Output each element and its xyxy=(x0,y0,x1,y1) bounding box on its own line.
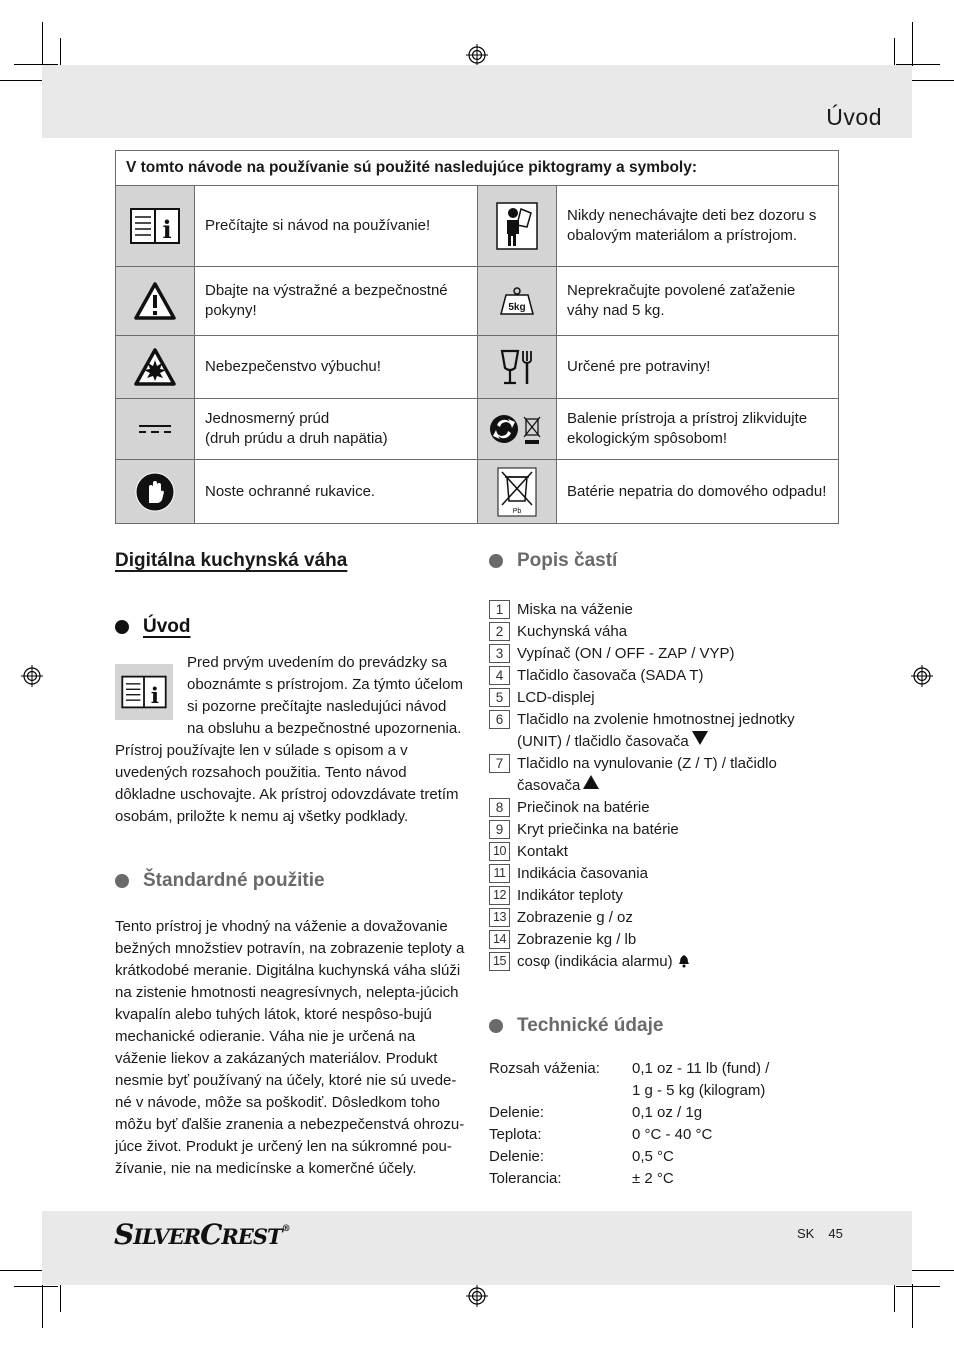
page-info xyxy=(797,1226,843,1241)
symbols-table xyxy=(115,150,839,524)
symbols-row xyxy=(116,267,839,336)
pb-label: Pb xyxy=(512,507,522,515)
bullet-icon xyxy=(115,874,129,888)
food-safe-icon xyxy=(499,348,535,386)
parts-list xyxy=(489,599,839,973)
part-number: 10 xyxy=(489,842,510,861)
parts-item xyxy=(489,665,839,687)
crop-mark xyxy=(0,80,44,81)
warning-triangle-icon xyxy=(133,281,177,321)
symbol-text-line: (druh prúdu a druh napätia) xyxy=(205,430,388,447)
part-number: 4 xyxy=(489,666,510,685)
symbol-cell xyxy=(116,336,195,399)
book-info-icon xyxy=(129,205,181,247)
svg-text:i: i xyxy=(150,683,159,709)
registration-mark-icon xyxy=(466,1285,488,1307)
bullet-icon xyxy=(489,554,503,568)
left-column xyxy=(115,548,465,1180)
bullet-icon xyxy=(115,620,129,634)
symbol-text-line: Jednosmerný prúd xyxy=(205,410,330,427)
usage-heading xyxy=(115,870,465,892)
parts-item xyxy=(489,885,839,907)
bullet-icon xyxy=(489,1019,503,1033)
battery-disposal-icon xyxy=(497,467,537,517)
book-info-icon xyxy=(120,673,168,711)
registration-mark-icon xyxy=(21,665,43,687)
part-label: Indikácia časovania xyxy=(517,865,648,882)
symbol-text: Nikdy nenechávajte deti bez dozoru s obalovým materiálom a prístrojom. xyxy=(557,186,839,267)
tech-key: Teplota: xyxy=(489,1126,542,1143)
parts-item xyxy=(489,797,839,819)
symbol-cell xyxy=(478,399,557,460)
tech-row xyxy=(489,1102,769,1124)
logo-part: ILVER xyxy=(133,1224,201,1249)
part-number: 3 xyxy=(489,644,510,663)
symbol-text xyxy=(195,399,478,460)
part-label: Indikátor teploty xyxy=(517,887,623,904)
alarm-icon xyxy=(677,954,691,968)
symbols-row xyxy=(116,399,839,460)
tech-key: Delenie: xyxy=(489,1148,545,1165)
parts-item xyxy=(489,907,839,929)
tech-value-line: 0,1 oz - 11 lb (fund) / xyxy=(632,1060,770,1077)
symbol-text: Dbajte na výstražné a bezpečnostné pokyny! xyxy=(195,267,478,336)
parts-heading-text: Popis častí xyxy=(517,550,618,571)
parts-item xyxy=(489,929,839,951)
part-number: 13 xyxy=(489,908,510,927)
symbol-text: Určené pre potraviny! xyxy=(557,336,839,399)
symbol-cell xyxy=(116,399,195,460)
tech-row xyxy=(489,1058,769,1102)
tech-key: Delenie: xyxy=(489,1104,545,1121)
tech-value-line: 1 g - 5 kg (kilogram) xyxy=(632,1082,766,1099)
symbol-cell xyxy=(478,267,557,336)
recycling-icon xyxy=(488,411,546,447)
crop-mark xyxy=(42,22,43,66)
crop-mark xyxy=(912,22,913,66)
part-label: Kryt priečinka na batérie xyxy=(517,821,679,838)
part-number: 11 xyxy=(489,864,510,883)
intro-block xyxy=(115,652,465,828)
product-heading: Digitálna kuchynská váha xyxy=(115,550,348,571)
part-label: Vypínač (ON / OFF - ZAP / VYP) xyxy=(517,645,735,662)
intro-heading xyxy=(115,616,465,638)
part-number: 12 xyxy=(489,886,510,905)
parts-item xyxy=(489,841,839,863)
svg-text:i: i xyxy=(162,215,172,244)
symbols-row xyxy=(116,336,839,399)
weight-5kg-icon xyxy=(500,287,534,315)
tech-value xyxy=(632,1058,769,1102)
symbol-text: Neprekračujte povolené zaťaženie váhy nad 5 kg. xyxy=(557,267,839,336)
up-triangle-icon xyxy=(583,775,599,789)
explosion-warning-icon xyxy=(133,347,177,387)
logo-part: C xyxy=(200,1218,222,1251)
tech-row xyxy=(489,1124,769,1146)
tech-value: ± 2 °C xyxy=(632,1170,674,1187)
tech-value: 0,1 oz / 1g xyxy=(632,1104,703,1121)
logo-part: ® xyxy=(281,1224,290,1234)
part-number: 9 xyxy=(489,820,510,839)
protective-gloves-icon xyxy=(134,471,176,513)
tech-row xyxy=(489,1168,769,1190)
tech-key: Rozsah váženia: xyxy=(489,1060,600,1077)
part-label: Kontakt xyxy=(517,843,568,860)
symbol-text: Prečítajte si návod na používanie! xyxy=(195,186,478,267)
symbol-cell xyxy=(116,460,195,524)
part-number: 15 xyxy=(489,952,510,971)
symbols-row xyxy=(116,186,839,267)
registration-mark-icon xyxy=(466,44,488,66)
symbol-cell xyxy=(478,460,557,524)
parts-item xyxy=(489,753,839,797)
part-label-wrap xyxy=(517,753,839,797)
weight-label: 5kg xyxy=(508,302,526,313)
part-number: 8 xyxy=(489,798,510,817)
language-code: SK xyxy=(797,1226,815,1241)
symbols-table-header xyxy=(116,151,839,186)
symbol-cell xyxy=(116,186,195,267)
parts-item xyxy=(489,819,839,841)
intro-icon-box xyxy=(115,664,173,720)
parts-item xyxy=(489,687,839,709)
crop-mark xyxy=(896,1286,940,1287)
part-label-wrap xyxy=(517,709,839,753)
header-band xyxy=(42,65,912,138)
logo-part: S xyxy=(114,1218,134,1251)
tech-value: 0,5 °C xyxy=(632,1148,674,1165)
registration-mark-icon xyxy=(911,665,933,687)
part-number: 2 xyxy=(489,622,510,641)
tech-table xyxy=(489,1058,769,1190)
child-bag-warning-icon xyxy=(495,201,539,251)
page-title: Úvod xyxy=(826,104,882,130)
parts-heading xyxy=(489,550,839,572)
right-column xyxy=(489,548,839,1190)
symbol-text: Balenie prístroja a prístroj zlikvidujte ekologickým spôsobom! xyxy=(557,399,839,460)
parts-item xyxy=(489,599,839,621)
symbol-text: Noste ochranné rukavice. xyxy=(195,460,478,524)
crop-mark xyxy=(42,1284,43,1328)
symbol-cell xyxy=(478,336,557,399)
parts-item xyxy=(489,643,839,665)
usage-text: Tento prístroj je vhodný na váženie a dovažovanie bežných množstiev potravín, na zobrazenie teploty a krátkodobé meranie. Digitálna kuchynská váha slúži na zistenie hmotnosti neagresívnych, nelepta-júcich kvapalín alebo tuhých látok, ktoré nespôso-bujú mechanické odieranie. Váha nie je určená na váženie liekov a zakázaných materiálov. Produkt nesmie byť používaný na účely, ktoré nie sú uvede-né v návode, môže sa poškodiť. Dôsledkom toho môžu byť ďalšie zranenia a nebezpečenstvá ohrozu-júce život. Produkt je určený len na súkromné pou-žívanie, nie na medicínske a komerčné účely. xyxy=(115,918,465,1177)
part-number: 1 xyxy=(489,600,510,619)
part-label: Kuchynská váha xyxy=(517,623,628,640)
intro-text: Pred prvým uvedením do prevádzky sa oboznámte s prístrojom. Za týmto účelom si pozorne prečítajte nasledujúci návod na obsluhu a bezpečnostné upozornenia. Prístroj používajte len v súlade s opisom a v uvedených rozsahoch použitia. Tento návod dôkladne uschovajte. Ak prístroj odovzdávate tretím osobám, priložte k nemu aj všetky podklady. xyxy=(115,654,463,825)
parts-item xyxy=(489,621,839,643)
part-label: Zobrazenie kg / lb xyxy=(517,931,637,948)
tech-row xyxy=(489,1146,769,1168)
symbols-row xyxy=(116,460,839,524)
part-number: 14 xyxy=(489,930,510,949)
symbol-text: Nebezpečenstvo výbuchu! xyxy=(195,336,478,399)
part-label: cosφ (indikácia alarmu) xyxy=(517,953,673,970)
crop-mark xyxy=(0,1270,44,1271)
usage-heading-text: Štandardné použitie xyxy=(143,870,325,891)
part-label: Priečinok na batérie xyxy=(517,799,650,816)
parts-item xyxy=(489,709,839,753)
intro-heading-text: Úvod xyxy=(143,616,191,637)
symbol-cell xyxy=(116,267,195,336)
crop-mark xyxy=(14,1286,58,1287)
tech-key: Tolerancia: xyxy=(489,1170,562,1187)
part-label: Zobrazenie g / oz xyxy=(517,909,633,926)
tech-heading xyxy=(489,1015,839,1037)
crop-mark xyxy=(910,1270,954,1271)
part-number: 7 xyxy=(489,754,510,773)
symbols-heading: V tomto návode na používanie sú použité nasledujúce piktogramy a symboly: xyxy=(116,151,839,186)
part-number: 6 xyxy=(489,710,510,729)
page-number: 45 xyxy=(828,1226,843,1241)
tech-value: 0 °C - 40 °C xyxy=(632,1126,713,1143)
direct-current-icon xyxy=(137,422,173,436)
parts-item xyxy=(489,863,839,885)
part-number: 5 xyxy=(489,688,510,707)
tech-heading-text: Technické údaje xyxy=(517,1015,664,1036)
crop-mark xyxy=(912,1284,913,1328)
part-label: Tlačidlo na vynulovanie (Z / T) / tlačidlo časovača xyxy=(517,755,777,794)
part-label: Tlačidlo na zvolenie hmotnostnej jednotky (UNIT) / tlačidlo časovača xyxy=(517,711,795,750)
silvercrest-logo xyxy=(114,1218,290,1251)
symbol-cell xyxy=(478,186,557,267)
down-triangle-icon xyxy=(692,731,708,745)
symbol-text: Batérie nepatria do domového odpadu! xyxy=(557,460,839,524)
part-label: Tlačidlo časovača (SADA T) xyxy=(517,667,704,684)
logo-part: REST xyxy=(221,1224,282,1249)
parts-item xyxy=(489,951,839,973)
part-label-wrap xyxy=(517,951,691,973)
crop-mark xyxy=(910,80,954,81)
part-label: LCD-displej xyxy=(517,689,595,706)
part-label: Miska na váženie xyxy=(517,601,633,618)
